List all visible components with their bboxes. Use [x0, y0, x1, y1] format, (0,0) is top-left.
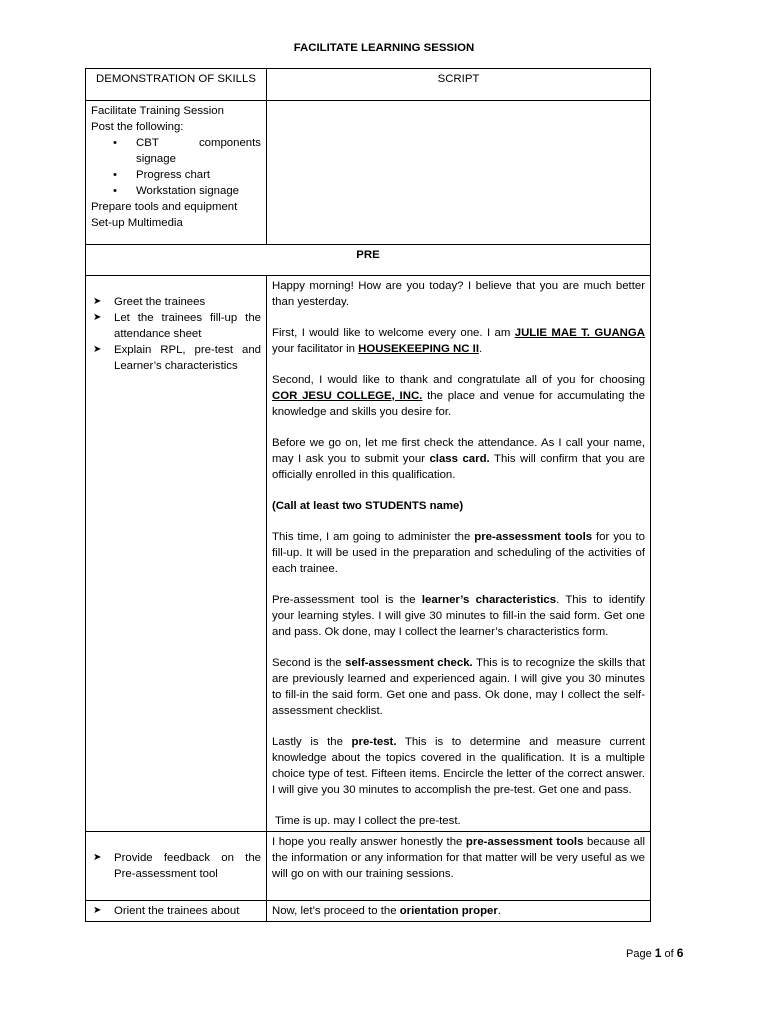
posting-item: • Workstation signage	[91, 183, 261, 199]
arrowhead-icon: ➤	[93, 905, 102, 916]
skill-item: ➤ Orient the trainees about	[93, 905, 240, 917]
page-footer: Page 1 of 6	[626, 946, 684, 960]
script-paragraph: First, I would like to welcome every one. I am JULIE MAE T. GUANGA your facilitator in HOUSEKEEPING NC II.	[272, 327, 645, 355]
script-paragraph: Before we go on, let me first check the attendance. As I call your name, may I ask you to submit your class card. This will confirm that you are officially enrolled in this qualification.	[272, 437, 645, 481]
preparation-row	[86, 101, 651, 245]
pre-heading: PRE	[86, 245, 651, 276]
feedback-script	[267, 832, 651, 901]
school-name: COR JESU COLLEGE, INC.	[272, 390, 423, 402]
posting-item: • CBT components signage	[91, 135, 261, 167]
skill-item: ➤ Provide feedback on the Pre-assessment tool	[93, 852, 261, 880]
orient-skill	[86, 901, 267, 922]
orient-script	[267, 901, 651, 922]
facilitator-name: JULIE MAE T. GUANGA	[514, 327, 645, 339]
skill-item: ➤ Explain RPL, pre-test and Learner’s characteristics	[93, 344, 261, 372]
script-paragraph: Pre-assessment tool is the learner’s characteristics. This to identify your learning styles. I will give 30 minutes to fill-in the said form. Get one and pass. Ok done, may I collect the learner’s characteristics form.	[272, 594, 646, 638]
feedback-skill	[86, 832, 267, 901]
pre-row	[86, 276, 651, 832]
script-paragraph: Second, I would like to thank and congratulate all of you for choosing COR JESU COLLEGE, INC. the place and venue for accumulating the knowledge and skills you desire for.	[272, 374, 645, 418]
script-paragraph: I hope you really answer honestly the pre-assessment tools because all the information or any information for that matter will be very useful as we will go on with our training sessions.	[272, 836, 645, 880]
skill-item: ➤ Greet the trainees	[93, 296, 206, 308]
column-header-skills: DEMONSTRATION OF SKILLS	[86, 69, 267, 101]
page-total: 6	[676, 946, 684, 960]
arrowhead-icon: ➤	[93, 296, 102, 307]
pre-skills-list	[91, 294, 261, 374]
prep-line: Facilitate Training Session	[91, 105, 224, 117]
prep-line: Prepare tools and equipment	[91, 201, 238, 213]
arrowhead-icon: ➤	[93, 312, 102, 323]
posting-list	[91, 135, 261, 199]
pre-heading-row	[86, 245, 651, 276]
preparation-script	[267, 101, 651, 245]
header-row	[86, 69, 651, 101]
column-header-script: SCRIPT	[267, 69, 651, 101]
session-table	[85, 68, 651, 922]
preparation-skills	[86, 101, 267, 245]
document-title: FACILITATE LEARNING SESSION	[293, 42, 475, 54]
prep-line: Set-up Multimedia	[91, 217, 183, 229]
pre-script	[267, 276, 651, 832]
feedback-row	[86, 832, 651, 901]
script-paragraph: This time, I am going to administer the pre-assessment tools for you to fill-up. It will be used in the preparation and scheduling of the activities of each trainee.	[272, 531, 645, 575]
skill-item: ➤ Let the trainees fill-up the attendance sheet	[93, 312, 261, 340]
page-number: 1	[654, 946, 662, 960]
orient-row	[86, 901, 651, 922]
script-paragraph: Second is the self-assessment check. This is to recognize the skills that are previously learned and experienced again. I will give you 30 minutes to fill-in the said form. Get one and pass. Ok done, may I collect the self-assessment checklist.	[272, 657, 645, 717]
script-paragraph: Happy morning! How are you today? I believe that you are much better than yesterday.	[272, 280, 645, 308]
arrowhead-icon: ➤	[93, 344, 102, 355]
script-paragraph: Time is up. may I collect the pre-test.	[272, 815, 461, 827]
arrowhead-icon: ➤	[93, 852, 102, 863]
script-paragraph: Lastly is the pre-test. This is to determine and measure current knowledge about the topics covered in the qualification. It is a multiple choice type of test. Fifteen items. Encircle the letter of the correct answer. I will give you 30 minutes to accomplish the pre-test. Get one and pass.	[272, 736, 645, 796]
script-paragraph: Now, let’s proceed to the orientation proper.	[272, 905, 501, 917]
pre-skills	[86, 276, 267, 832]
prep-line: Post the following:	[91, 121, 184, 133]
script-paragraph: (Call at least two STUDENTS name)	[272, 500, 464, 512]
posting-item: • Progress chart	[91, 167, 261, 183]
course-name: HOUSEKEEPING NC II	[358, 343, 479, 355]
